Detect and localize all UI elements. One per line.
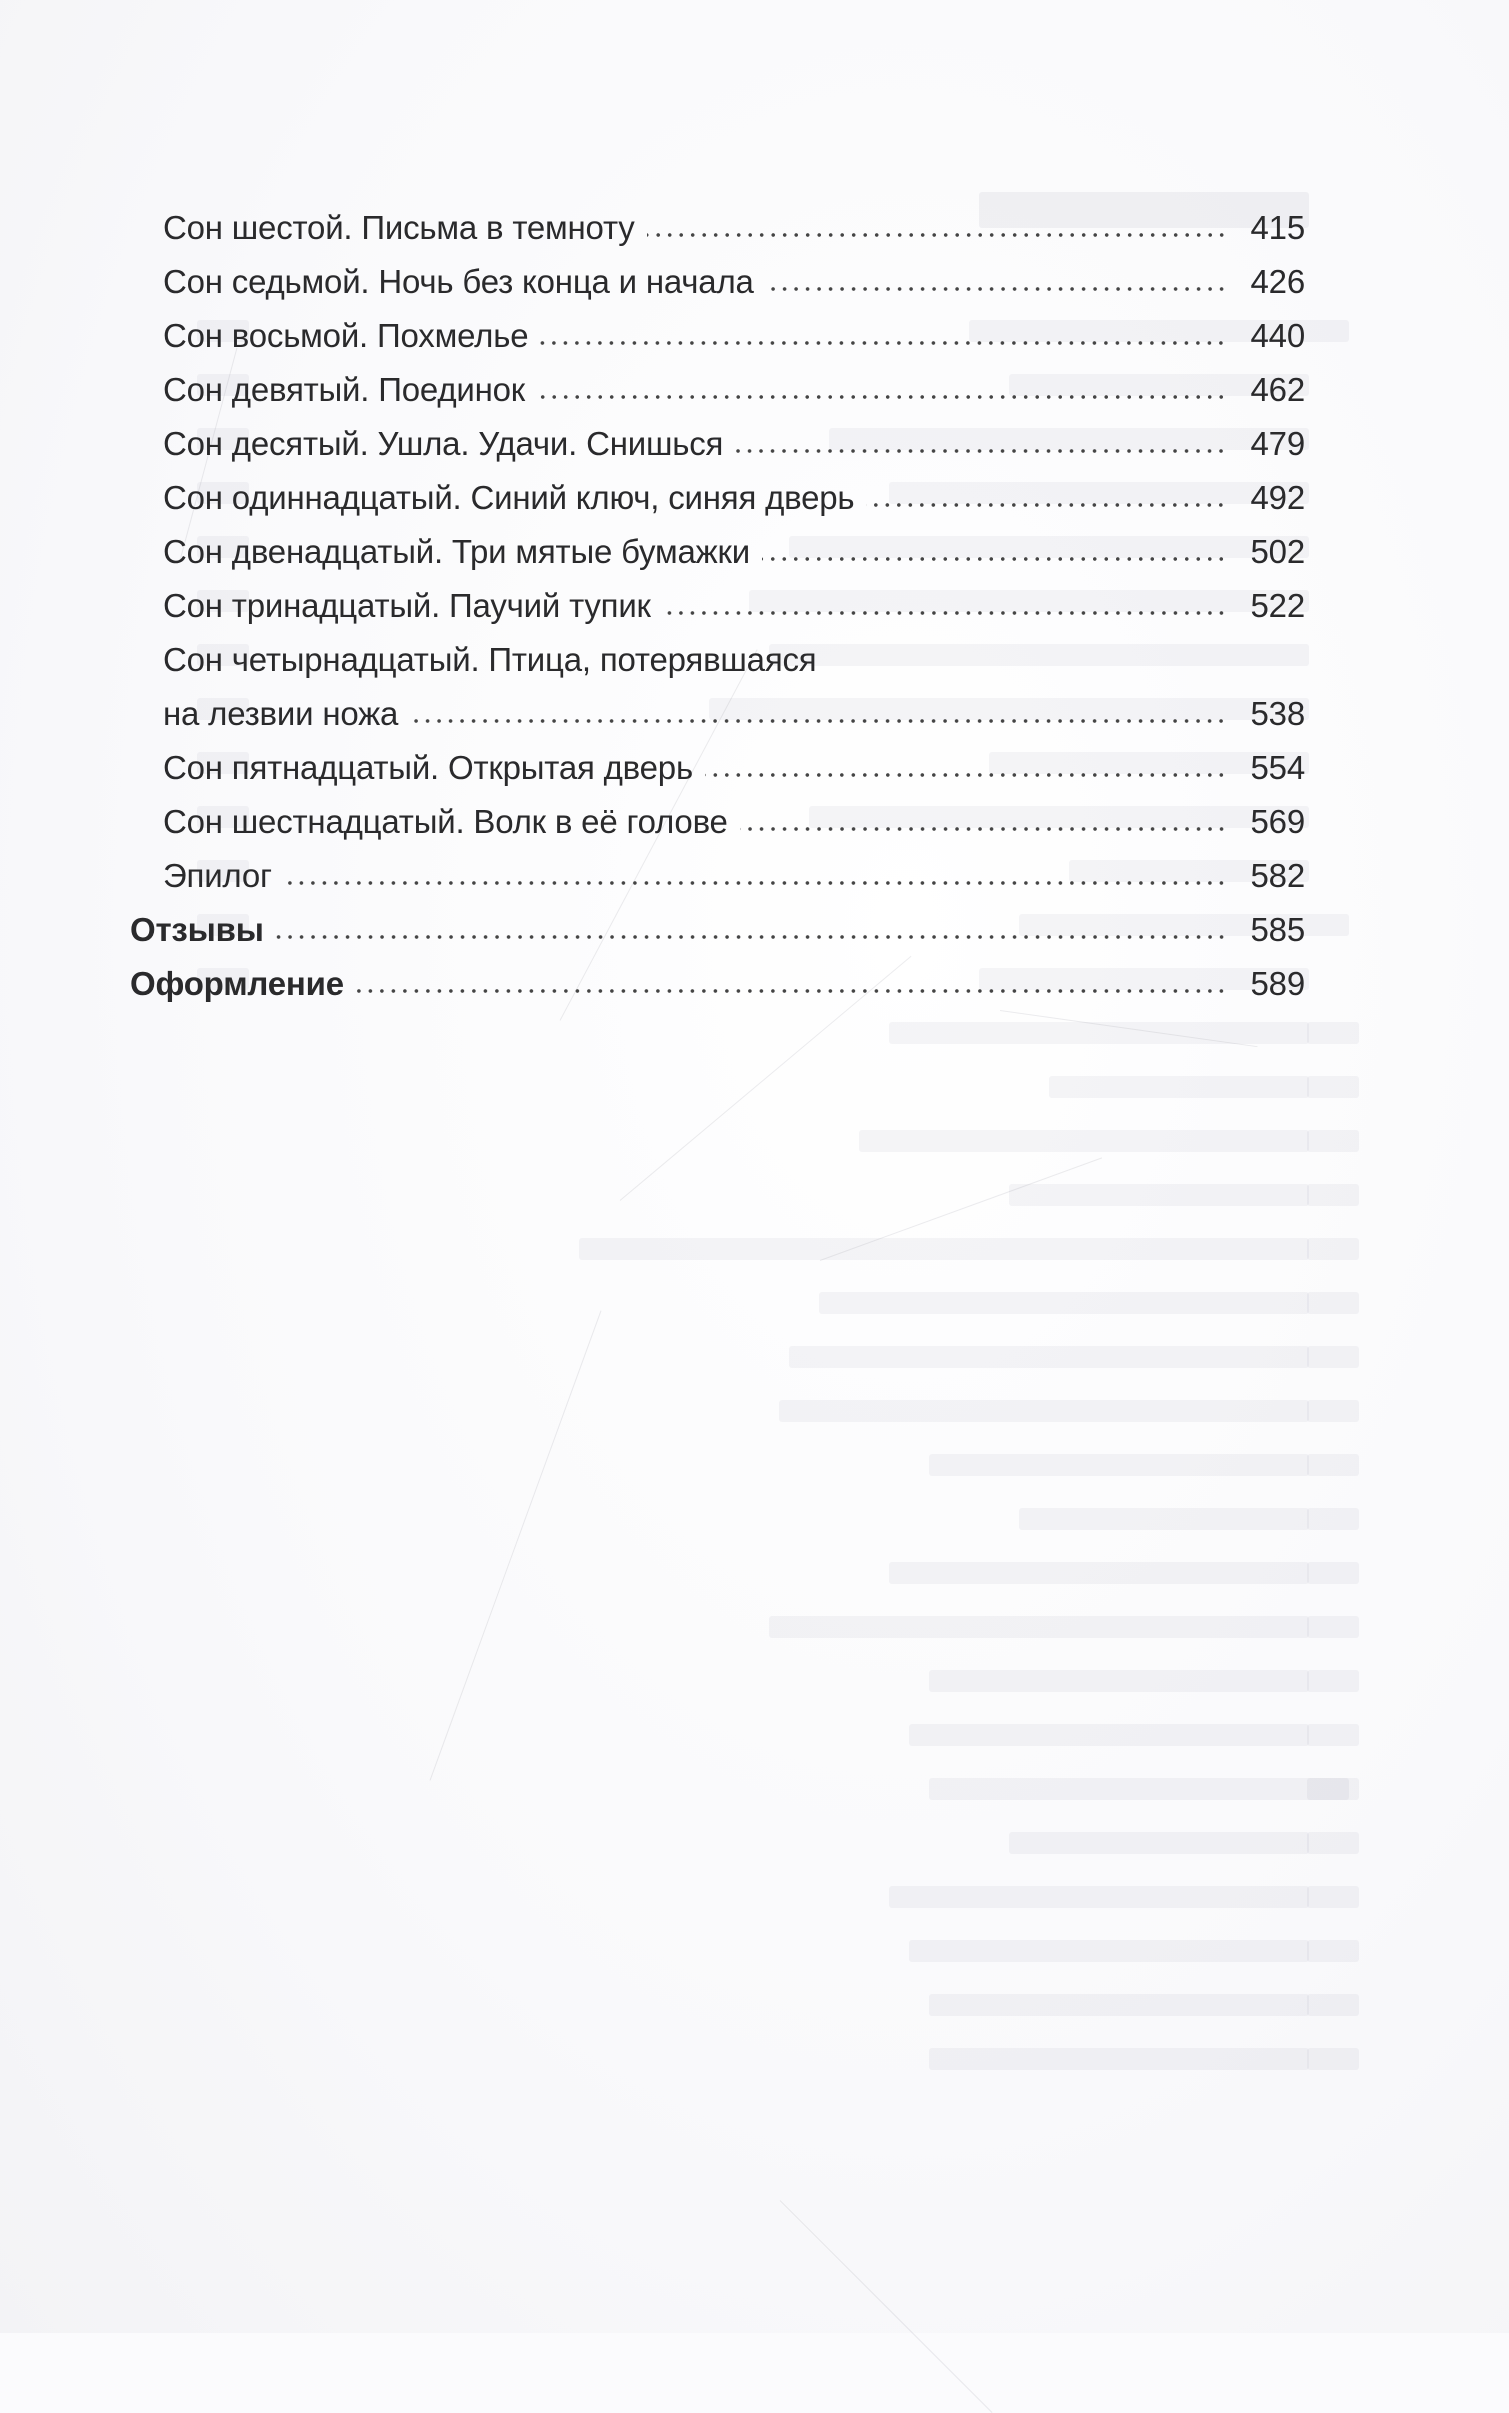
toc-entry — [163, 583, 1305, 629]
toc-entry-title: Сон четырнадцатый. Птица, потерявшаяся — [163, 641, 817, 678]
toc-entry-title: Сон шестой. Письма в темноту — [163, 209, 635, 246]
paper-scratch — [820, 1157, 1102, 1261]
toc-entry-title: Отзывы — [130, 911, 264, 948]
toc-entry-title: Эпилог — [163, 857, 272, 894]
toc-entry — [163, 853, 1305, 899]
toc-entry — [163, 475, 1305, 521]
dot-leader — [762, 552, 1227, 562]
toc-entry — [163, 367, 1305, 413]
toc-entry-page: 426 — [1250, 263, 1305, 300]
dot-leader — [356, 984, 1227, 994]
dot-leader — [766, 282, 1227, 292]
dot-leader — [647, 228, 1227, 238]
toc-entry-page: 415 — [1250, 209, 1305, 246]
dot-leader — [735, 444, 1227, 454]
paper-scratch — [430, 1310, 602, 1780]
dot-leader — [705, 768, 1227, 778]
toc-entry-page: 502 — [1250, 533, 1305, 570]
dot-leader — [540, 336, 1227, 346]
toc-entry — [163, 313, 1305, 359]
toc-entry-title: Сон десятый. Ушла. Удачи. Снишься — [163, 425, 724, 462]
toc-section-entry — [130, 907, 1305, 953]
toc-entry-title: Сон тринадцатый. Паучий тупик — [163, 587, 651, 624]
dot-leader — [537, 390, 1227, 400]
dot-leader — [284, 876, 1227, 886]
toc-entry-page: 589 — [1250, 965, 1305, 1002]
toc-entry-page: 585 — [1250, 911, 1305, 948]
dot-leader — [410, 714, 1227, 724]
toc-entry-title: Сон восьмой. Похмелье — [163, 317, 529, 354]
toc-entry-page: 492 — [1250, 479, 1305, 516]
toc-entry — [163, 259, 1305, 305]
dot-leader — [276, 930, 1227, 940]
toc-entry-page: 522 — [1250, 587, 1305, 624]
toc-entry-title: Оформление — [130, 965, 344, 1002]
toc-entry-title: Сон двенадцатый. Три мятые бумажки — [163, 533, 750, 570]
dot-leader — [866, 498, 1227, 508]
toc-entry — [163, 421, 1305, 467]
toc-entry-title: Сон пятнадцатый. Открытая дверь — [163, 749, 693, 786]
toc-entry-title: Сон одиннадцатый. Синий ключ, синяя дверь — [163, 479, 855, 516]
dot-leader — [740, 822, 1227, 832]
toc-entry-page: 538 — [1250, 695, 1305, 732]
toc-entry-title: Сон девятый. Поединок — [163, 371, 526, 408]
toc-section-entry — [130, 961, 1305, 1007]
dot-leader — [663, 606, 1227, 616]
toc-entry-title-continuation: на лезвии ножа — [163, 695, 399, 732]
toc-entry-title: Сон седьмой. Ночь без конца и начала — [163, 263, 754, 300]
toc-entry — [163, 529, 1305, 575]
toc-entry — [163, 205, 1305, 251]
toc-entry-page: 440 — [1250, 317, 1305, 354]
toc-entry-page: 554 — [1250, 749, 1305, 786]
paper-scratch — [780, 2200, 993, 2413]
toc-entry-page: 569 — [1250, 803, 1305, 840]
toc-entry-page: 462 — [1250, 371, 1305, 408]
toc-entry-page: 479 — [1250, 425, 1305, 462]
paper-scratch — [1000, 1010, 1258, 1047]
toc-entry-page: 582 — [1250, 857, 1305, 894]
toc-entry — [163, 745, 1305, 791]
toc-entry-title: Сон шестнадцатый. Волк в её голове — [163, 803, 728, 840]
toc-entry-line-2 — [163, 691, 1305, 737]
toc-entry — [163, 799, 1305, 845]
toc-entry-line-1 — [163, 637, 1305, 683]
